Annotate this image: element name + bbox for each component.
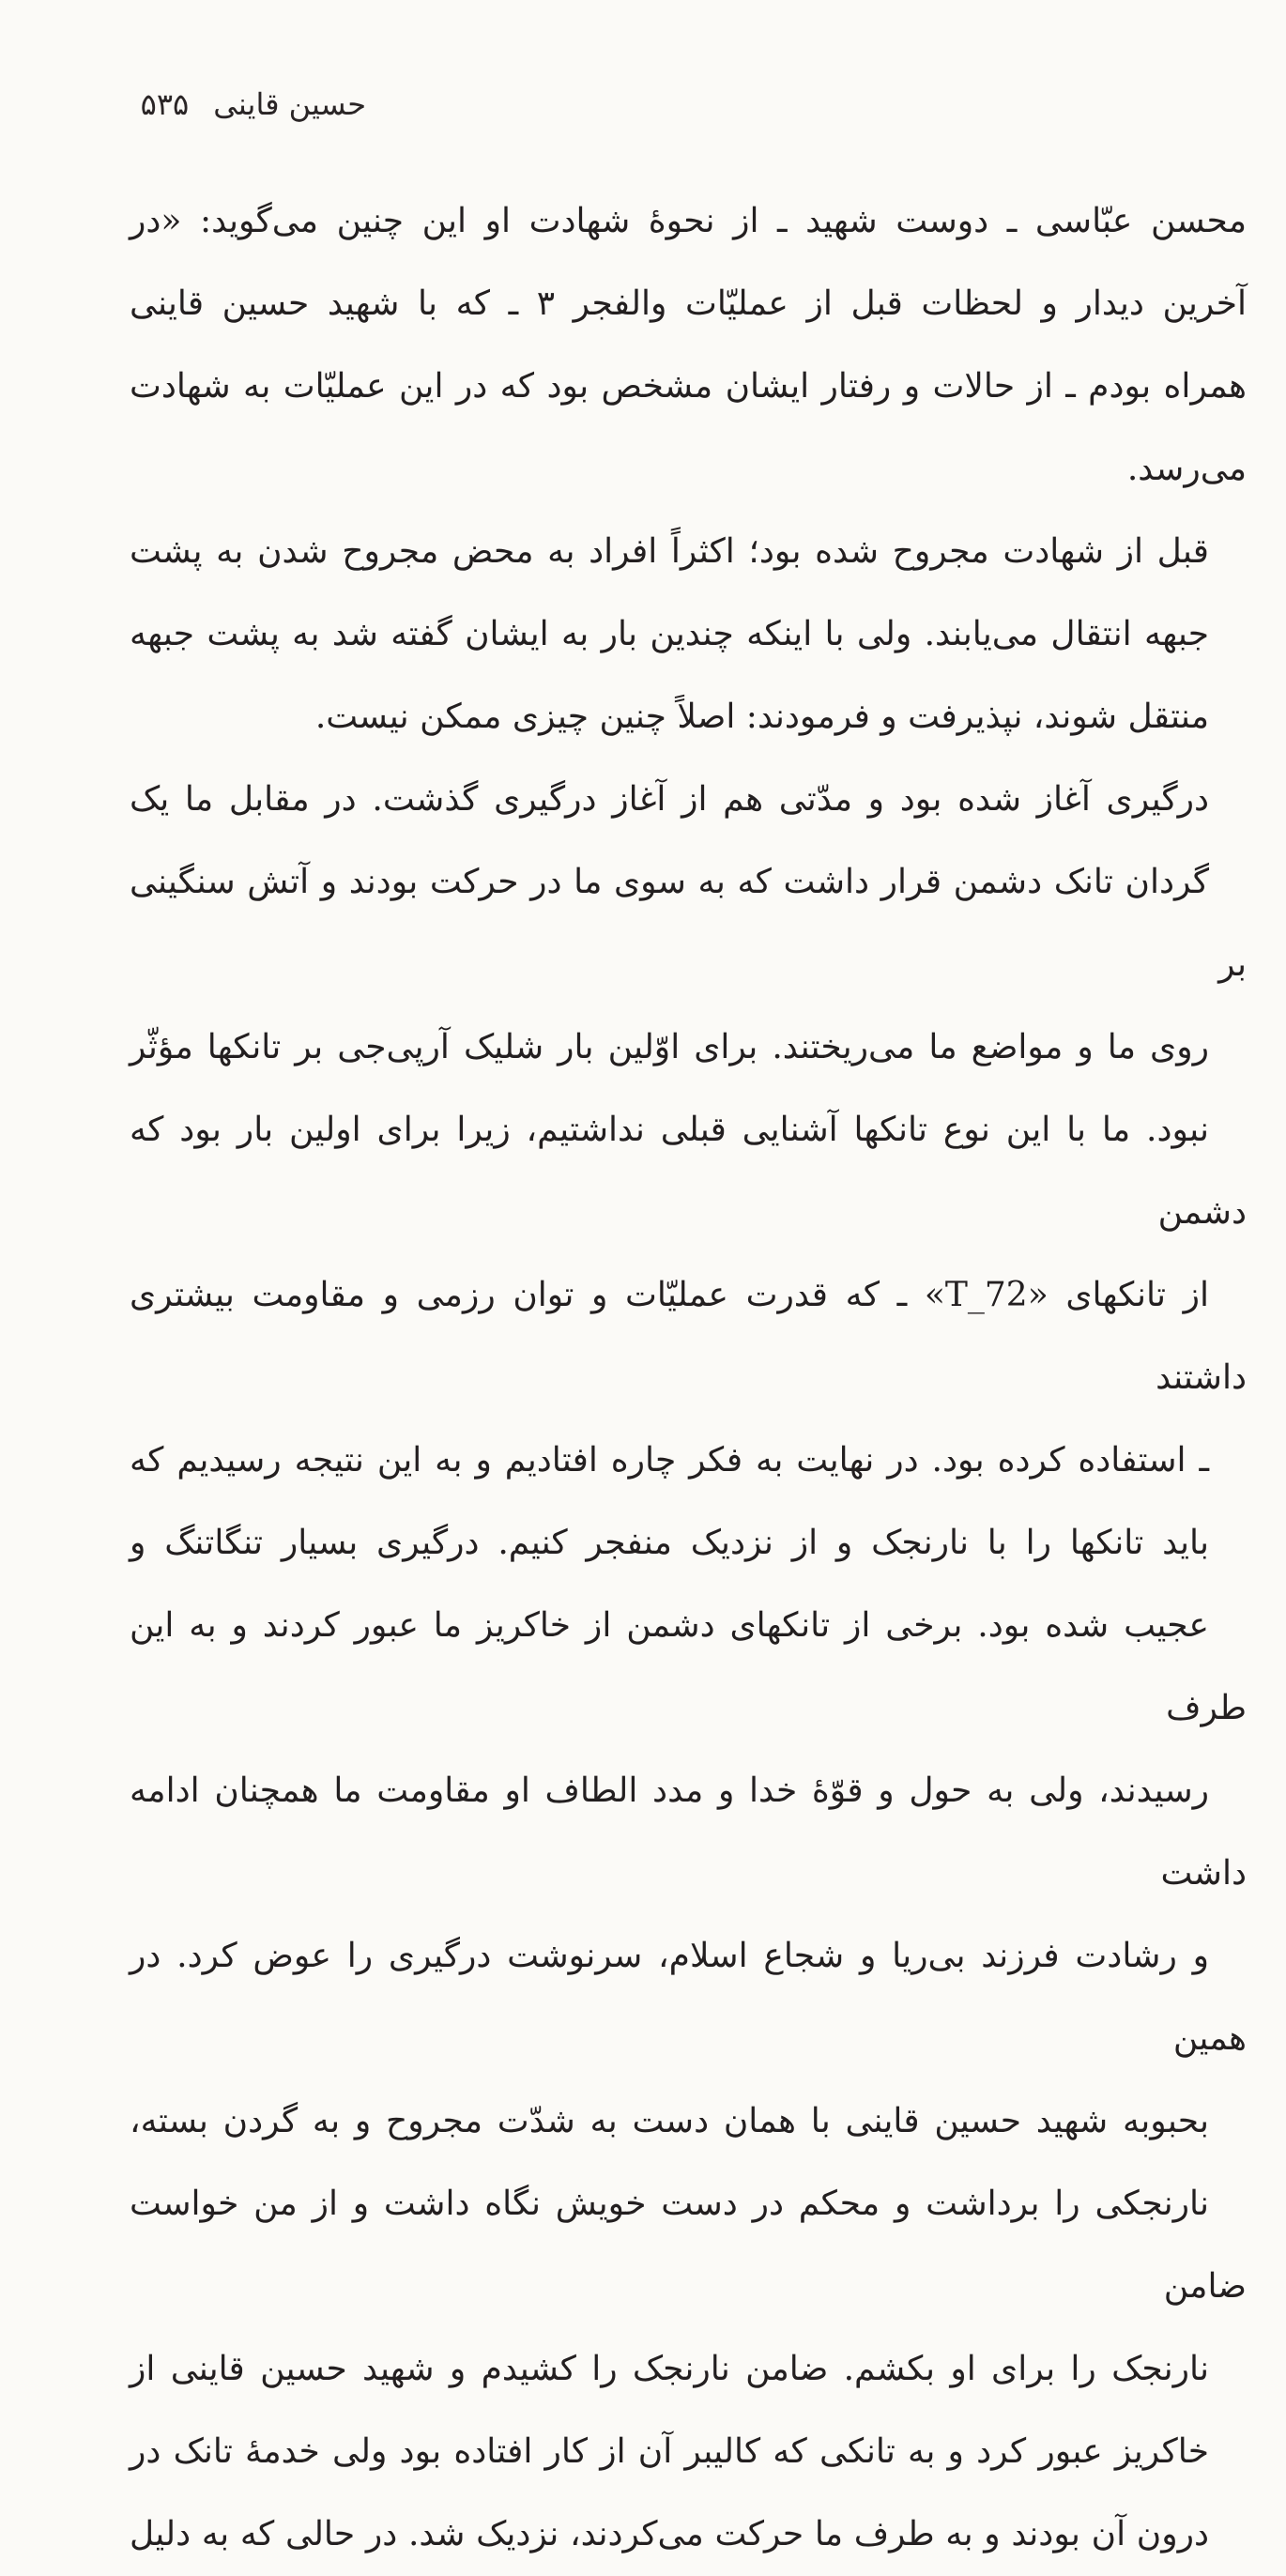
text-line: همراه بودم ـ از حالات و رفتار ایشان مشخص بود که در این عملیّات به شهادت xyxy=(130,367,1248,406)
text-line: جبهه انتقال می‌یابند. ولی با اینکه چندین بار به ایشان گفته شد به پشت جبهه xyxy=(130,615,1209,653)
paragraph xyxy=(130,511,1247,759)
text-line: از تانکهای «T_72» ـ که قدرت عملیّات و توان رزمی و مقاومت بیشتری داشتند xyxy=(130,1276,1247,1397)
text-line: نارنجکی را برداشت و محکم در دست خویش نگاه داشت و از من خواست ضامن xyxy=(130,2185,1247,2306)
body-text xyxy=(130,180,1247,2576)
text-line: آخرین دیدار و لحظات قبل از عملیّات والفجر ۳ ـ که با شهید حسین قاینی xyxy=(130,284,1248,323)
text-line: قبل از شهادت مجروح شده بود؛ اکثراً افراد به محض مجروح شدن به پشت xyxy=(130,532,1209,571)
text-line: ـ استفاده کرده بود. در نهایت به فکر چاره افتادیم و به این نتیجه رسیدیم که xyxy=(130,1441,1209,1480)
text-line: خاکریز عبور کرد و به تانکی که کالیبر آن از کار افتاده بود ولی خدمهٔ تانک در xyxy=(130,2432,1209,2471)
paragraph xyxy=(130,759,1247,2576)
text-line: نارنجک را برای او بکشم. ضامن نارنجک را کشیدم و شهید حسین قاینی از xyxy=(130,2350,1209,2388)
text-line: درون آن بودند و به طرف ما حرکت می‌کردند، نزدیک شد. در حالی که به دلیل xyxy=(130,2515,1209,2553)
header-title: حسین قاینی xyxy=(213,86,366,122)
text-line: محسن عبّاسی ـ دوست شهید ـ از نحوهٔ شهادت او این چنین می‌گوید: «در xyxy=(130,202,1247,240)
text-line: باید تانکها را با نارنجک و از نزدیک منفجر کنیم. درگیری بسیار تنگاتنگ و xyxy=(130,1524,1209,1562)
text-line: نبود. ما با این نوع تانکها آشنایی قبلی نداشتیم، زیرا برای اولین بار بود که دشمن xyxy=(130,1111,1247,1232)
text-line: درگیری آغاز شده بود و مدّتی هم از آغاز درگیری گذشت. در مقابل ما یک xyxy=(130,780,1210,819)
text-line: رسیدند، ولی به حول و قوّهٔ خدا و مدد الطاف او مقاومت ما همچنان ادامه داشت xyxy=(130,1771,1247,1893)
page-number: ۵۳۵ xyxy=(140,86,190,122)
text-line: گردان تانک دشمن قرار داشت که به سوی ما در حرکت بودند و آتش سنگینی بر xyxy=(130,863,1247,984)
text-line: و رشادت فرزند بی‌ریا و شجاع اسلام، سرنوشت درگیری را عوض کرد. در همین xyxy=(130,1937,1247,2058)
text-line: منتقل شوند، نپذیرفت و فرمودند: اصلاً چنین چیزی ممکن نیست. xyxy=(314,698,1209,736)
paragraph xyxy=(130,180,1247,511)
text-line: روی ما و مواضع ما می‌ریختند. برای اوّلین بار شلیک آرپی‌جی بر تانکها مؤثّر xyxy=(130,1028,1209,1066)
text-line: عجیب شده بود. برخی از تانکهای دشمن از خاکریز ما عبور کردند و به این طرف xyxy=(130,1606,1247,1727)
text-line: می‌رسد. xyxy=(1126,450,1247,488)
running-header xyxy=(103,86,366,122)
text-line: بحبوبه شهید حسین قاینی با همان دست به شدّت مجروح و به گردن بسته، xyxy=(130,2102,1209,2140)
